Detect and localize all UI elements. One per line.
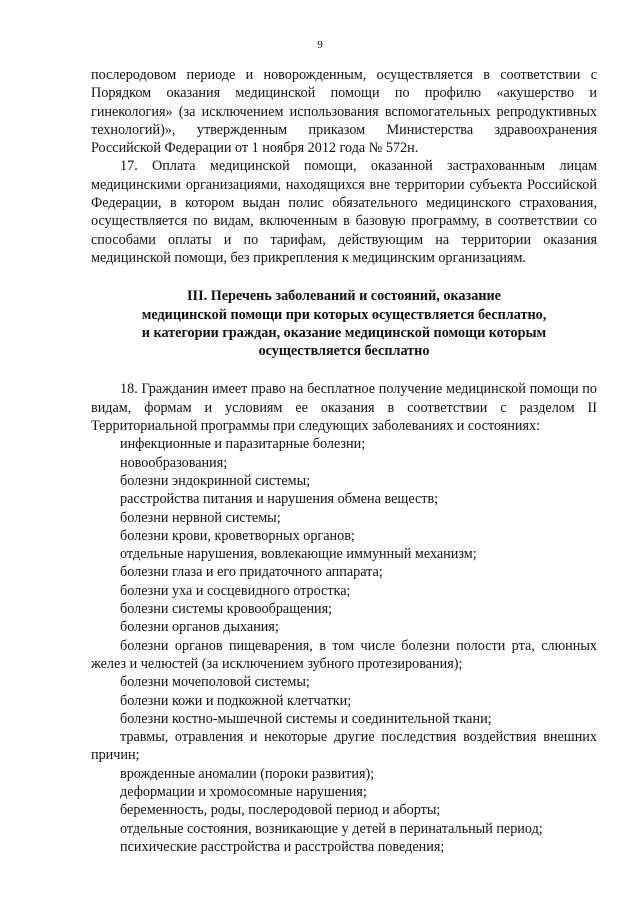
- list-item: болезни кожи и подкожной клетчатки;: [120, 692, 352, 709]
- document-body: [91, 66, 597, 856]
- list-item: врожденные аномалии (пороки развития);: [120, 765, 375, 782]
- list-item: травмы, отравления и некоторые другие последствия воздействия внешних причин;: [91, 729, 597, 764]
- list-item: новообразования;: [120, 454, 228, 471]
- list-item: отдельные нарушения, вовлекающие иммунный механизм;: [120, 546, 477, 563]
- list-item: инфекционные и паразитарные болезни;: [120, 436, 366, 453]
- list-item: деформации и хромосомные нарушения;: [120, 783, 367, 800]
- paragraph-17: 17. Оплата медицинской помощи, оказанной застрахованным лицам медицинскими организациями, находящихся вне территории субъекта Российской Федерации, в котором выдан полис обязательного медицинского страхования, осуществляется по видам, включенным в базовую программу, в соответствии со способами оплаты и по тарифам, действующим на территории оказания медицинской помощи, без прикрепления к медицинским организациям.: [91, 158, 597, 266]
- paragraph-18: 18. Гражданин имеет право на бесплатное получение медицинской помощи по видам, формам и условиям ее оказания в соответствии с разделом II Территориальной программы при следующих заболеваниях и состояниях:: [91, 381, 597, 435]
- list-item: болезни нервной системы;: [120, 509, 281, 526]
- list-item: болезни костно-мышечной системы и соединительной ткани;: [120, 710, 492, 727]
- section-heading-line: осуществляется бесплатно: [258, 343, 430, 360]
- list-item: отдельные состояния, возникающие у детей в перинатальный период;: [120, 820, 543, 837]
- conditions-list: [91, 435, 597, 856]
- list-item: психические расстройства и расстройства поведения;: [120, 838, 445, 855]
- list-item: болезни уха и сосцевидного отростка;: [120, 582, 351, 599]
- list-item: болезни глаза и его придаточного аппарата;: [120, 564, 383, 581]
- list-item: беременность, роды, послеродовой период и аборты;: [120, 802, 441, 819]
- list-item: болезни органов пищеварения, в том числе болезни полости рта, слюнных желез и челюстей (за исключением зубного протезирования);: [91, 637, 597, 672]
- list-item: болезни крови, кроветворных органов;: [120, 527, 355, 544]
- intro-paragraph: послеродовом периоде и новорожденным, осуществляется в соответствии с Порядком оказания медицинской помощи по профилю «акушерство и гинекология» (за исключением использования вспомогательных репродуктивных технологий)», утвержденным приказом Министерства здравоохранения Российской Федерации от 1 ноября 2012 года № 572н.: [91, 67, 597, 157]
- list-item: болезни мочеполовой системы;: [120, 674, 310, 691]
- list-item: болезни системы кровообращения;: [120, 601, 333, 618]
- list-item: расстройства питания и нарушения обмена веществ;: [120, 491, 439, 508]
- section-heading-line: III. Перечень заболеваний и состояний, оказание: [187, 288, 501, 305]
- section-heading: [91, 287, 597, 360]
- list-item: болезни эндокринной системы;: [120, 472, 311, 489]
- page-number: 9: [317, 39, 323, 51]
- section-heading-line: медицинской помощи при которых осуществляется бесплатно,: [141, 306, 547, 323]
- list-item: болезни органов дыхания;: [120, 619, 279, 636]
- section-heading-line: и категории граждан, оказание медицинской помощи которым: [141, 324, 547, 341]
